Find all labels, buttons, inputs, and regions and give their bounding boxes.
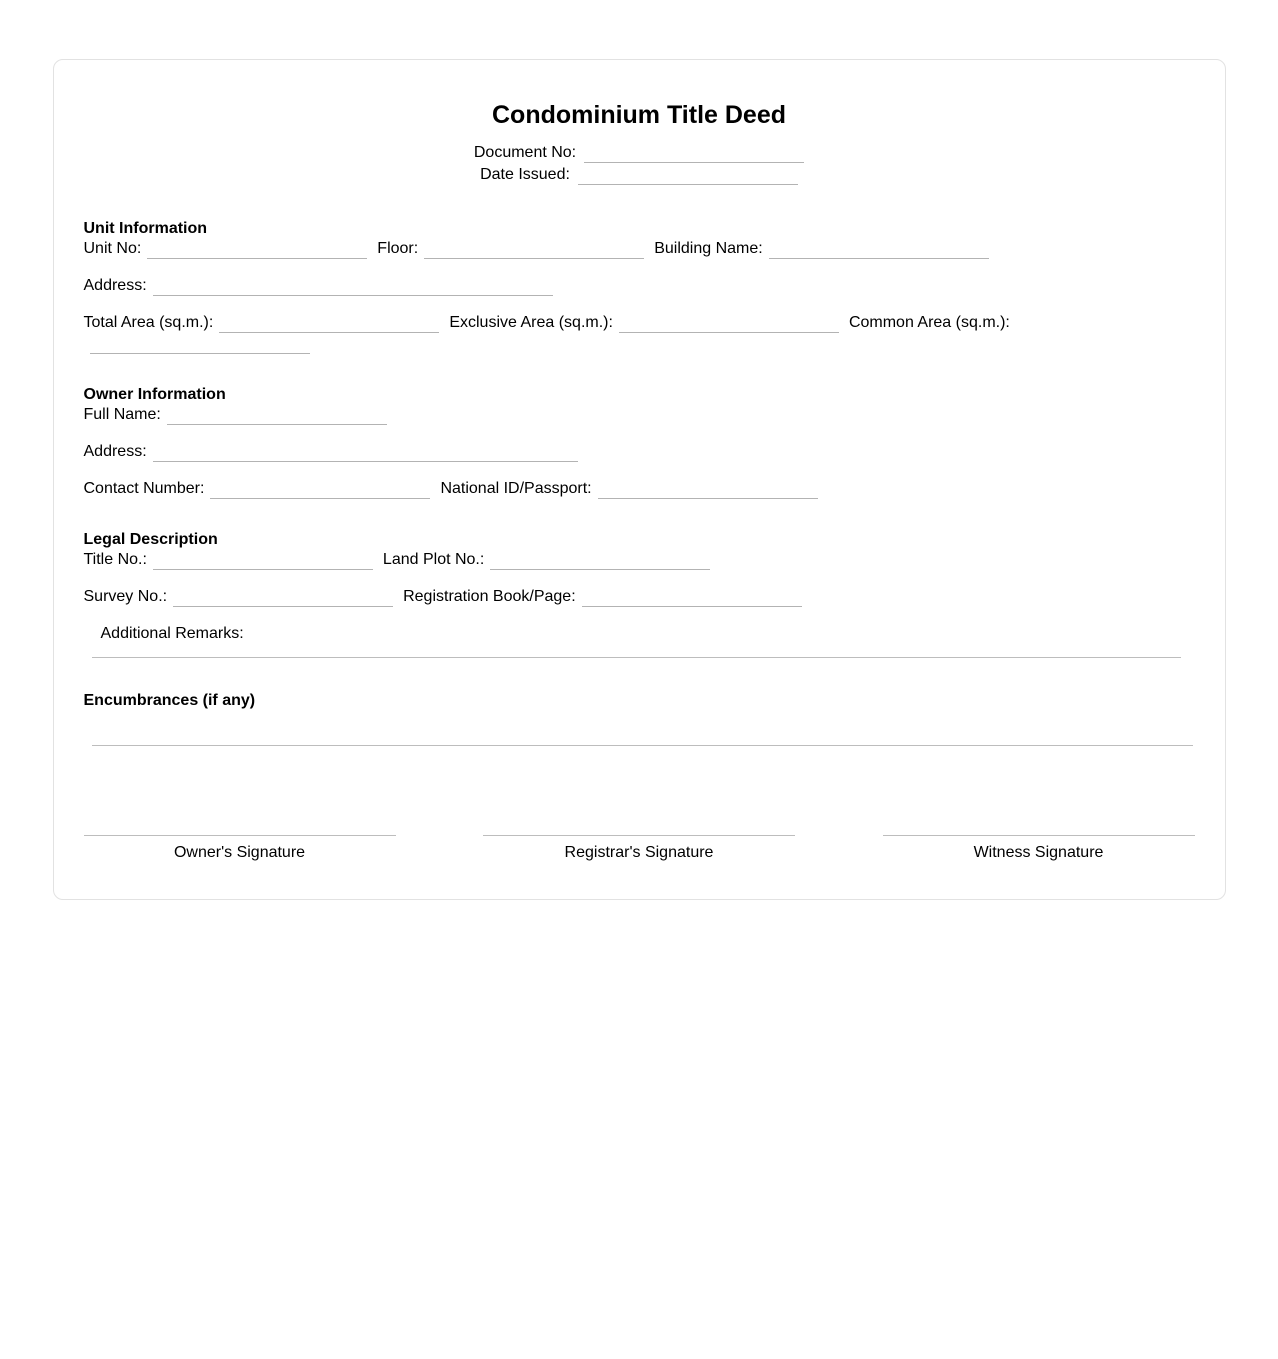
building-name-input[interactable] — [769, 240, 989, 259]
unit-row-1 — [84, 238, 1195, 259]
registrar-signature-block — [483, 835, 795, 861]
section-title-encumbrances: Encumbrances (if any) — [83, 692, 256, 709]
legal-row-1 — [84, 549, 1195, 570]
land-plot-no-input[interactable] — [490, 551, 710, 570]
page — [0, 59, 1278, 1359]
unit-no-input[interactable] — [147, 240, 367, 259]
registrar-signature-line — [483, 835, 795, 836]
national-id-label: National ID/Passport: — [440, 480, 592, 497]
national-id-input[interactable] — [598, 480, 818, 499]
registrar-signature-label: Registrar's Signature — [564, 844, 714, 861]
encumbrances-input[interactable] — [92, 710, 1193, 746]
contact-number-input[interactable] — [210, 480, 430, 499]
common-area-input[interactable] — [90, 335, 310, 354]
document-header — [84, 142, 1195, 186]
unit-address-input[interactable] — [153, 277, 553, 296]
floor-label: Floor: — [377, 240, 419, 257]
building-name-label: Building Name: — [654, 240, 763, 257]
witness-signature-line — [883, 835, 1195, 836]
full-name-input[interactable] — [167, 406, 387, 425]
survey-no-input[interactable] — [173, 588, 393, 607]
title-deed-form-card — [53, 59, 1226, 900]
witness-signature-block — [883, 835, 1195, 861]
owner-address-row — [84, 441, 1195, 462]
document-no-row — [84, 142, 1195, 164]
exclusive-area-label: Exclusive Area (sq.m.): — [449, 314, 613, 331]
unit-no-label: Unit No: — [83, 240, 142, 257]
legal-row-2 — [84, 586, 1195, 607]
document-no-label: Document No: — [473, 144, 577, 161]
registration-book-page-input[interactable] — [582, 588, 802, 607]
owner-signature-block — [84, 835, 396, 861]
unit-address-row — [84, 275, 1195, 296]
document-no-input[interactable] — [584, 144, 804, 163]
owner-address-label: Address: — [83, 443, 147, 460]
page-title: Condominium Title Deed — [492, 101, 786, 129]
signature-row — [84, 835, 1195, 861]
survey-no-label: Survey No.: — [83, 588, 168, 605]
section-title-owner-information: Owner Information — [83, 386, 226, 403]
exclusive-area-input[interactable] — [619, 314, 839, 333]
unit-areas-row — [84, 312, 1195, 354]
owner-signature-label: Owner's Signature — [173, 844, 306, 861]
full-name-label: Full Name: — [83, 406, 161, 423]
registration-book-page-label: Registration Book/Page: — [403, 588, 576, 605]
owner-contact-row — [84, 478, 1195, 499]
witness-signature-label: Witness Signature — [973, 844, 1104, 861]
contact-number-label: Contact Number: — [83, 480, 205, 497]
common-area-label: Common Area (sq.m.): — [848, 314, 1010, 331]
title-no-label: Title No.: — [83, 551, 147, 568]
owner-full-name-row — [84, 404, 1195, 425]
date-issued-label: Date Issued: — [480, 166, 570, 183]
unit-address-label: Address: — [83, 277, 147, 294]
title-no-input[interactable] — [153, 551, 373, 570]
date-issued-input[interactable] — [578, 166, 798, 185]
owner-signature-line — [84, 835, 396, 836]
additional-remarks-input[interactable] — [92, 644, 1181, 658]
section-title-legal-description: Legal Description — [83, 531, 218, 548]
section-title-unit-information: Unit Information — [83, 220, 208, 237]
total-area-input[interactable] — [219, 314, 439, 333]
floor-input[interactable] — [424, 240, 644, 259]
total-area-label: Total Area (sq.m.): — [83, 314, 214, 331]
owner-address-input[interactable] — [153, 443, 578, 462]
additional-remarks-label: Additional Remarks: — [100, 625, 244, 642]
land-plot-no-label: Land Plot No.: — [382, 551, 485, 568]
date-issued-row — [84, 164, 1195, 186]
